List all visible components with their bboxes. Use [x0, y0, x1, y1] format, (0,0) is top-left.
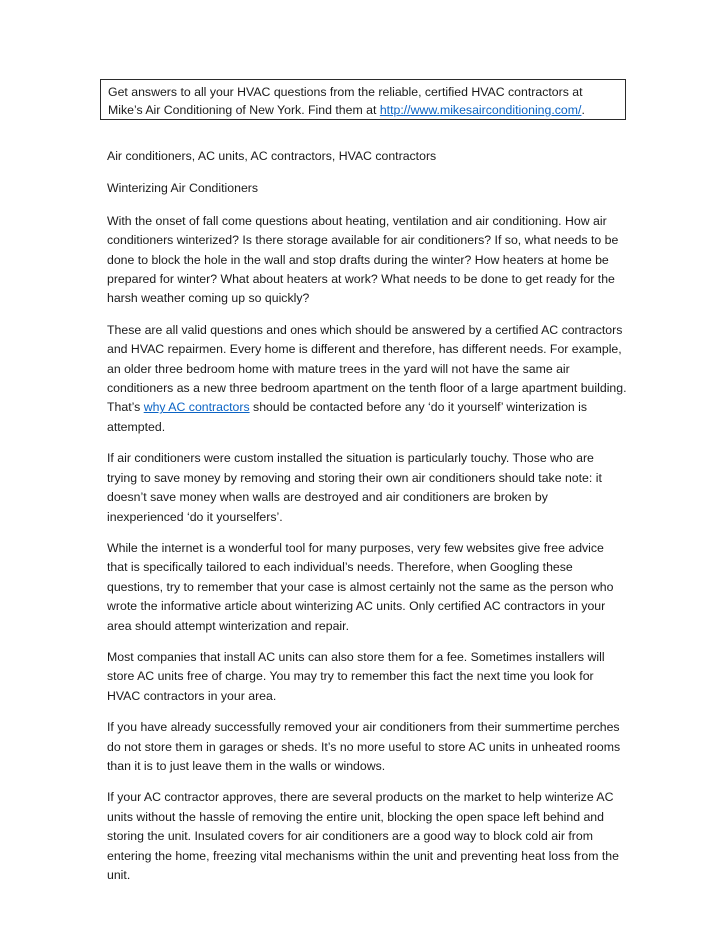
website-link[interactable]: http://www.mikesairconditioning.com/ [379, 103, 582, 117]
keywords-line: Air conditioners, AC units, AC contractors, HVAC contractors [107, 149, 437, 163]
article-title: Winterizing Air Conditioners [107, 181, 259, 196]
paragraph-7: If your AC contractor approves, there are several products on the market to help winterize AC units without the hassle of removing the entire unit, blocking the open space left behind and storing the unit. Insulated covers for air conditioners are a good way to block cold air from entering the home, freezing vital mechanisms within the unit and preventing heat loss from the unit. [107, 790, 619, 882]
article-body [107, 147, 627, 897]
paragraph-2-text-end: should be contacted before any ‘do it yourself’ winterization is attempted. [107, 400, 588, 434]
paragraph-2 [107, 321, 627, 437]
paragraph-1: With the onset of fall come questions about heating, ventilation and air conditioning. How air conditioners winterized? Is there storage available for air conditioners? If so, what needs to be done to block the hole in the wall and stop drafts during the winter? How heaters at home be prepared for winter? What about heaters at work? What needs to be done to get ready for the harsh weather coming up so quickly? [107, 213, 619, 306]
paragraph-4: While the internet is a wonderful tool for many purposes, very few websites give free advice that is specifically tailored to each individual’s needs. Therefore, when Googling these questions, try to remember that your case is almost certainly not the same as the person who wrote the informative article about winterizing AC units. Only certified AC contractors in your area should attempt winterization and repair. [107, 540, 614, 633]
promo-text: Get answers to all your HVAC questions from the reliable, certified HVAC contractors at Mike’s Air Conditioning of New York. Find them at [108, 85, 583, 117]
paragraph-5: Most companies that install AC units can also store them for a fee. Sometimes installers will store AC units free of charge. You may try to remember this fact the next time you look for HVAC contractors in your area. [107, 649, 605, 703]
promo-text-end: . [581, 103, 585, 117]
why-ac-contractors-link[interactable]: why AC contractors [143, 400, 250, 415]
promo-callout-box [100, 79, 626, 120]
paragraph-2-text: These are all valid questions and ones which should be answered by a certified AC contractors and HVAC repairmen. Every home is different and therefore, has different needs. For example, an older three bedroom home with mature trees in the yard will not have the same air conditioners as a new three bedroom apartment on the tenth floor of a large apartment building. That’s [107, 322, 627, 415]
paragraph-3: If air conditioners were custom installed the situation is particularly touchy. Those who are trying to save money by removing and storing their own air conditioners should take note: it doesn’t save money when walls are destroyed and air conditioners are broken by inexperienced ‘do it yourselfers’. [107, 451, 602, 524]
paragraph-6: If you have already successfully removed your air conditioners from their summertime perches do not store them in garages or sheds. It’s no more useful to store AC units in unheated rooms than it is to just leave them in the walls or windows. [107, 720, 621, 773]
